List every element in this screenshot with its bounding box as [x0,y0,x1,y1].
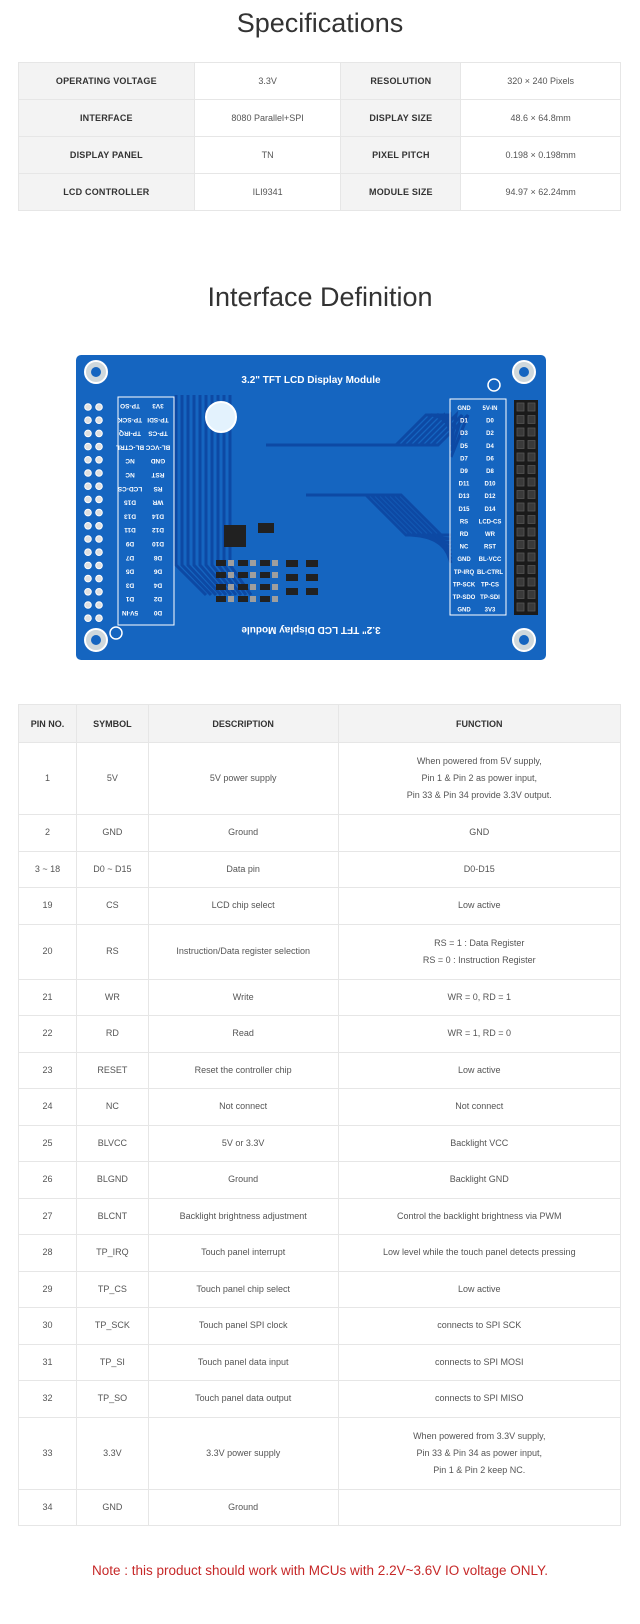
right-pin-label: 3V3 [484,607,496,614]
right-pin-label: D11 [458,481,470,488]
pin-func-cell: D0-D15 [338,851,620,888]
table-row [19,924,621,979]
spec-row [19,63,621,100]
voltage-note: Note : this product should work with MCUs with 2.2V~3.6V IO voltage ONLY. [91,1563,549,1578]
left-pin-label: TP-SO [120,402,140,409]
pin-func-cell: GND [338,815,620,852]
right-pin-label: D9 [460,469,468,475]
pin-symbol-cell: BLVCC [76,1125,148,1162]
right-pin-label: BL-VCC [478,557,502,564]
spec-value: TN [194,137,341,174]
pin-func-cell: WR = 0, RD = 1 [338,979,620,1016]
right-pin-label: NC [459,544,469,551]
left-pin-label: D7 [125,553,135,561]
pin-func-cell: Low level while the touch panel detects pressing [338,1235,620,1272]
pin-hole [85,509,92,516]
left-pin-label: D2 [153,595,163,603]
spec-label: DISPLAY PANEL [19,137,195,174]
pin-desc-cell: 5V power supply [148,743,338,815]
pin-hole [96,430,103,437]
pin-desc-cell: Ground [148,815,338,852]
pin-hole [85,457,92,464]
pin-func-cell: Low active [338,1052,620,1089]
pin-desc-cell: Data pin [148,851,338,888]
pin-func-cell: connects to SPI SCK [338,1308,620,1345]
pin-pin-cell: 23 [19,1052,77,1089]
pin-symbol-cell: 5V [76,743,148,815]
right-pin-label: D13 [458,494,470,501]
pin-desc-cell: Touch panel data output [148,1381,338,1418]
right-pin-label: RS [459,519,469,526]
pin-pin-cell: 21 [19,979,77,1016]
pin-hole [85,536,92,543]
pin-hole [96,523,103,530]
pin-symbol-cell: TP_SCK [76,1308,148,1345]
right-pin-label: D12 [484,494,496,501]
pin-pin-cell: 20 [19,924,77,979]
pin-pin-cell: 26 [19,1162,77,1199]
pin-pin-cell: 32 [19,1381,77,1418]
pin-desc-cell: Touch panel data input [148,1344,338,1381]
pin-pin-cell: 28 [19,1235,77,1272]
pin-hole [96,589,103,596]
pin-pin-cell: 30 [19,1308,77,1345]
left-pin-label: D10 [152,540,164,547]
right-pin-label: D1 [460,418,468,425]
pin-hole [96,417,103,424]
pin-symbol-cell: RS [76,924,148,979]
left-pin-label: TP-SDI [147,415,169,423]
left-pin-label: D6 [153,567,163,575]
spec-label: RESOLUTION [341,63,461,100]
pin-hole [96,575,103,582]
pin-func-cell: RS = 1 : Data Register RS = 0 : Instruction Register [338,924,620,979]
left-pin-label: D11 [124,526,136,534]
left-pin-label: LCD-CS [117,484,143,492]
specifications-title: Specifications [236,8,404,38]
left-pin-label: WR [152,498,164,506]
left-pin-label: TP-CS [148,429,168,437]
spec-label: DISPLAY SIZE [341,100,461,137]
pin-hole [85,562,92,569]
pin-hole [85,430,92,437]
right-pin-label: GND [457,607,471,614]
right-pin-label: D4 [486,443,494,450]
spec-value: 8080 Parallel+SPI [194,100,341,137]
right-pin-label: D2 [486,431,494,438]
right-pin-label: 5V-IN [482,406,498,412]
pin-hole [96,470,103,477]
pin-func-cell: When powered from 5V supply, Pin 1 & Pin 2 as power input, Pin 33 & Pin 34 provide 3.3V output. [338,743,620,815]
pin-symbol-cell: NC [76,1089,148,1126]
spec-value: ILI9341 [194,174,341,211]
right-pin-label: D5 [460,443,468,450]
table-row [19,1089,621,1126]
pin-hole [85,496,92,503]
pin-hole [96,615,103,622]
pin-definition-table [18,704,621,1526]
right-pin-label: RD [459,532,469,538]
left-pin-label: BL-CTRL [115,443,145,451]
touch-icon [206,402,236,432]
spec-label: OPERATING VOLTAGE [19,63,195,100]
pin-hole [96,443,103,450]
pin-func-cell: Not connect [338,1089,620,1126]
specifications-table [18,62,621,211]
table-row [19,815,621,852]
pin-hole [96,404,103,411]
pin-func-cell [338,1489,620,1526]
left-pin-label: NC [125,471,135,478]
pin-pin-cell: 2 [19,815,77,852]
pin-hole [85,575,92,582]
pin-desc-cell: Touch panel SPI clock [148,1308,338,1345]
pin-func-cell: Backlight VCC [338,1125,620,1162]
pin-hole [85,523,92,530]
left-pin-label: D1 [125,595,135,603]
pin-func-cell: connects to SPI MOSI [338,1344,620,1381]
spec-label: MODULE SIZE [341,174,461,211]
right-pin-label: TP-SDO [452,595,476,601]
left-pin-label: D4 [153,581,163,589]
pin-pin-cell: 31 [19,1344,77,1381]
pin-symbol-cell: RD [76,1016,148,1053]
left-pin-label: RS [153,484,163,492]
right-pin-label: D3 [460,431,468,438]
pin-hole [85,470,92,477]
pin-func-cell: When powered from 3.3V supply, Pin 33 & Pin 34 as power input, Pin 1 & Pin 2 keep NC. [338,1417,620,1489]
table-row [19,1052,621,1089]
left-pin-label: 3V3 [152,402,164,409]
left-pin-label: D12 [152,526,164,534]
pin-table-header: SYMBOL [76,705,148,743]
pin-pin-cell: 22 [19,1016,77,1053]
right-pin-label: BL-CTRL [477,569,503,576]
pin-desc-cell: Write [148,979,338,1016]
pin-symbol-cell: TP_SI [76,1344,148,1381]
pin-func-cell: Low active [338,888,620,925]
left-pin-label: 5V-IN [121,609,139,616]
table-row [19,1016,621,1053]
left-pin-label: TP-SCK [117,415,143,423]
table-row [19,1489,621,1526]
pin-desc-cell: Not connect [148,1089,338,1126]
spec-value: 94.97 × 62.24mm [461,174,621,211]
pin-pin-cell: 19 [19,888,77,925]
pin-symbol-cell: BLCNT [76,1198,148,1235]
pin-desc-cell: 5V or 3.3V [148,1125,338,1162]
board-title-top: 3.2" TFT LCD Display Module [241,375,381,386]
pcb-background [76,355,546,660]
right-pin-label: GND [457,406,471,412]
table-row [19,1198,621,1235]
pin-hole [85,404,92,411]
spec-label: PIXEL PITCH [341,137,461,174]
table-row [19,1417,621,1489]
table-row [19,1235,621,1272]
pin-symbol-cell: TP_CS [76,1271,148,1308]
right-pin-label: D10 [484,481,496,488]
pin-hole [96,457,103,464]
right-pin-label: TP-CS [481,582,499,589]
left-pin-label: D15 [124,498,136,506]
pin-pin-cell: 33 [19,1417,77,1489]
pin-hole [96,483,103,490]
pin-hole [96,536,103,543]
left-pin-label: D0 [153,609,163,616]
pin-desc-cell: Ground [148,1489,338,1526]
spec-value: 320 × 240 Pixels [461,63,621,100]
pin-symbol-cell: CS [76,888,148,925]
table-row [19,979,621,1016]
right-pin-label: TP-IRQ [453,569,475,576]
pin-func-cell: connects to SPI MISO [338,1381,620,1418]
left-pin-label: TP-IRQ [118,429,142,437]
pin-pin-cell: 34 [19,1489,77,1526]
right-pin-label: D14 [484,506,496,513]
pin-pin-cell: 1 [19,743,77,815]
pin-func-cell: Backlight GND [338,1162,620,1199]
pin-hole [96,602,103,609]
right-pin-label: GND [457,557,471,564]
pin-symbol-cell: TP_SO [76,1381,148,1418]
pin-pin-cell: 27 [19,1198,77,1235]
right-pin-label: WR [485,532,495,538]
table-row [19,1381,621,1418]
pin-table-header: PIN NO. [19,705,77,743]
spec-row [19,100,621,137]
pin-desc-cell: Backlight brightness adjustment [148,1198,338,1235]
right-pin-label: RST [484,544,496,551]
pin-symbol-cell: D0 ~ D15 [76,851,148,888]
pin-symbol-cell: WR [76,979,148,1016]
pin-table-header: FUNCTION [338,705,620,743]
pin-hole [96,549,103,556]
left-pin-label: D9 [125,540,135,547]
table-row [19,1271,621,1308]
left-pin-label: RST [151,471,165,478]
right-pin-label: D15 [458,506,470,513]
pin-hole [85,589,92,596]
spec-row [19,174,621,211]
pin-pin-cell: 3 ~ 18 [19,851,77,888]
right-pin-label: D7 [460,456,468,463]
table-row [19,1308,621,1345]
pin-desc-cell: Ground [148,1162,338,1199]
pin-table-header: DESCRIPTION [148,705,338,743]
pin-symbol-cell: TP_IRQ [76,1235,148,1272]
pin-desc-cell: LCD chip select [148,888,338,925]
pin-desc-cell: Reset the controller chip [148,1052,338,1089]
pin-hole [85,615,92,622]
pin-desc-cell: Read [148,1016,338,1053]
table-row [19,1344,621,1381]
right-pin-label: TP-SDI [480,595,500,601]
left-pin-label: NC [125,457,135,465]
right-pin-label: LCD-CS [478,519,502,526]
pin-symbol-cell: BLGND [76,1162,148,1199]
pin-pin-cell: 24 [19,1089,77,1126]
board-title-bottom: 3.2" TFT LCD Display Module [241,624,381,635]
table-row [19,743,621,815]
right-pin-label: TP-SCK [452,582,476,589]
pin-func-cell: Low active [338,1271,620,1308]
pin-hole [85,443,92,450]
left-pin-label: D3 [125,581,135,589]
pin-symbol-cell: GND [76,815,148,852]
pin-func-cell: Control the backlight brightness via PWM [338,1198,620,1235]
lcd-module-board-image [76,355,546,660]
pin-desc-cell: Instruction/Data register selection [148,924,338,979]
pin-symbol-cell: GND [76,1489,148,1526]
pin-hole [96,496,103,503]
spec-value: 0.198 × 0.198mm [461,137,621,174]
table-row [19,1162,621,1199]
left-pin-label: D5 [125,567,135,575]
interface-definition-title: Interface Definition [207,282,433,312]
pin-desc-cell: Touch panel chip select [148,1271,338,1308]
pin-func-cell: WR = 1, RD = 0 [338,1016,620,1053]
left-pin-label: D14 [152,512,164,520]
right-pin-label: D6 [486,456,494,463]
spec-value: 3.3V [194,63,341,100]
pin-symbol-cell: RESET [76,1052,148,1089]
left-pin-label: D13 [124,512,136,520]
spec-value: 48.6 × 64.8mm [461,100,621,137]
pin-symbol-cell: 3.3V [76,1417,148,1489]
pin-hole [96,562,103,569]
spec-label: INTERFACE [19,100,195,137]
pin-hole [85,602,92,609]
pin-desc-cell: 3.3V power supply [148,1417,338,1489]
spec-row [19,137,621,174]
ic-chip [224,525,246,547]
table-row [19,851,621,888]
pin-pin-cell: 25 [19,1125,77,1162]
right-pin-label: D8 [486,469,494,475]
left-pin-label: GND [150,457,166,465]
table-row [19,1125,621,1162]
pin-pin-cell: 29 [19,1271,77,1308]
left-pin-label: D8 [153,553,163,561]
spec-label: LCD CONTROLLER [19,174,195,211]
table-row [19,888,621,925]
pin-desc-cell: Touch panel interrupt [148,1235,338,1272]
pin-hole [96,509,103,516]
pin-hole [85,549,92,556]
pin-hole [85,417,92,424]
pin-hole [85,483,92,490]
right-pin-label: D0 [486,418,494,425]
left-pin-label: BL-VCC [145,443,171,451]
